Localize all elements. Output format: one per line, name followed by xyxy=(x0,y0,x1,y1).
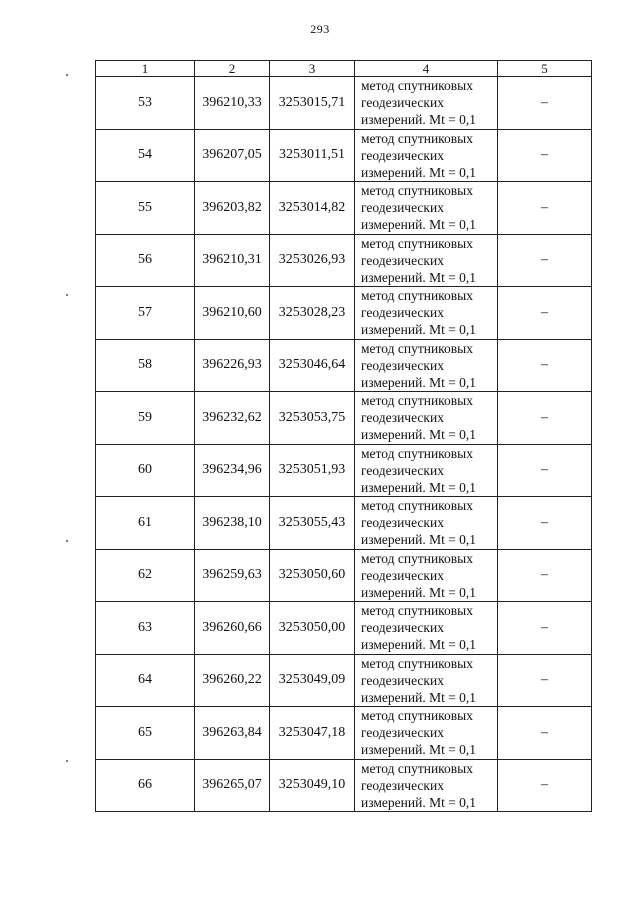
method-cell xyxy=(355,287,498,340)
header-row xyxy=(96,61,592,77)
scan-speck xyxy=(66,540,68,542)
table-row xyxy=(96,287,592,340)
method-cell xyxy=(355,339,498,392)
method-line: измерений. Mt = 0,1 xyxy=(361,584,477,600)
method-line: метод спутниковых xyxy=(361,183,473,199)
y-coordinate-cell: 3253014,82 xyxy=(270,182,355,235)
method-line: измерений. Mt = 0,1 xyxy=(361,427,477,443)
point-number-cell: 55 xyxy=(96,182,195,235)
x-coordinate-cell: 396259,63 xyxy=(195,549,270,602)
scan-speck xyxy=(66,760,68,762)
column-header: 2 xyxy=(195,61,270,77)
method-line: измерений. Mt = 0,1 xyxy=(361,374,477,390)
table-row xyxy=(96,497,592,550)
table-row xyxy=(96,549,592,602)
point-number-cell: 61 xyxy=(96,497,195,550)
method-line: измерений. Mt = 0,1 xyxy=(361,112,477,128)
y-coordinate-cell: 3253047,18 xyxy=(270,707,355,760)
point-number-cell: 58 xyxy=(96,339,195,392)
method-line: измерений. Mt = 0,1 xyxy=(361,532,477,548)
note-cell: – xyxy=(498,602,592,655)
method-line: измерений. Mt = 0,1 xyxy=(361,322,477,338)
method-line: измерений. Mt = 0,1 xyxy=(361,269,477,285)
method-line: метод спутниковых xyxy=(361,708,473,724)
method-cell xyxy=(355,129,498,182)
method-line: метод спутниковых xyxy=(361,78,473,94)
x-coordinate-cell: 396265,07 xyxy=(195,759,270,812)
table-row xyxy=(96,654,592,707)
method-line: метод спутниковых xyxy=(361,603,473,619)
method-line: измерений. Mt = 0,1 xyxy=(361,689,477,705)
y-coordinate-cell: 3253015,71 xyxy=(270,77,355,130)
note-cell: – xyxy=(498,549,592,602)
column-header: 3 xyxy=(270,61,355,77)
point-number-cell: 56 xyxy=(96,234,195,287)
method-line: измерений. Mt = 0,1 xyxy=(361,742,477,758)
note-cell: – xyxy=(498,444,592,497)
note-cell: – xyxy=(498,654,592,707)
table-row xyxy=(96,602,592,655)
table-row xyxy=(96,234,592,287)
y-coordinate-cell: 3253050,00 xyxy=(270,602,355,655)
method-line: метод спутниковых xyxy=(361,445,473,461)
method-line: геодезических xyxy=(361,147,444,163)
x-coordinate-cell: 396260,22 xyxy=(195,654,270,707)
method-line: измерений. Mt = 0,1 xyxy=(361,217,477,233)
note-cell: – xyxy=(498,129,592,182)
method-line: геодезических xyxy=(361,777,444,793)
method-line: метод спутниковых xyxy=(361,655,473,671)
y-coordinate-cell: 3253011,51 xyxy=(270,129,355,182)
method-cell xyxy=(355,759,498,812)
method-cell xyxy=(355,654,498,707)
method-line: геодезических xyxy=(361,305,444,321)
scan-speck xyxy=(66,74,68,76)
point-number-cell: 54 xyxy=(96,129,195,182)
table-row xyxy=(96,392,592,445)
x-coordinate-cell: 396210,31 xyxy=(195,234,270,287)
point-number-cell: 59 xyxy=(96,392,195,445)
method-line: измерений. Mt = 0,1 xyxy=(361,164,477,180)
coordinates-table xyxy=(95,60,592,812)
method-line: метод спутниковых xyxy=(361,498,473,514)
method-line: геодезических xyxy=(361,357,444,373)
x-coordinate-cell: 396238,10 xyxy=(195,497,270,550)
method-line: геодезических xyxy=(361,515,444,531)
table-row xyxy=(96,707,592,760)
table-row xyxy=(96,129,592,182)
method-line: геодезических xyxy=(361,95,444,111)
method-line: метод спутниковых xyxy=(361,550,473,566)
method-line: геодезических xyxy=(361,200,444,216)
x-coordinate-cell: 396234,96 xyxy=(195,444,270,497)
x-coordinate-cell: 396226,93 xyxy=(195,339,270,392)
y-coordinate-cell: 3253053,75 xyxy=(270,392,355,445)
y-coordinate-cell: 3253049,09 xyxy=(270,654,355,707)
table-row xyxy=(96,759,592,812)
note-cell: – xyxy=(498,339,592,392)
table-row xyxy=(96,339,592,392)
note-cell: – xyxy=(498,234,592,287)
note-cell: – xyxy=(498,287,592,340)
point-number-cell: 62 xyxy=(96,549,195,602)
method-line: геодезических xyxy=(361,252,444,268)
method-cell xyxy=(355,444,498,497)
note-cell: – xyxy=(498,497,592,550)
method-line: геодезических xyxy=(361,725,444,741)
point-number-cell: 63 xyxy=(96,602,195,655)
x-coordinate-cell: 396207,05 xyxy=(195,129,270,182)
y-coordinate-cell: 3253026,93 xyxy=(270,234,355,287)
x-coordinate-cell: 396260,66 xyxy=(195,602,270,655)
method-line: геодезических xyxy=(361,462,444,478)
y-coordinate-cell: 3253046,64 xyxy=(270,339,355,392)
point-number-cell: 60 xyxy=(96,444,195,497)
method-line: метод спутниковых xyxy=(361,760,473,776)
y-coordinate-cell: 3253028,23 xyxy=(270,287,355,340)
method-line: геодезических xyxy=(361,567,444,583)
note-cell: – xyxy=(498,392,592,445)
point-number-cell: 66 xyxy=(96,759,195,812)
method-cell xyxy=(355,182,498,235)
x-coordinate-cell: 396210,33 xyxy=(195,77,270,130)
method-line: метод спутниковых xyxy=(361,130,473,146)
method-line: измерений. Mt = 0,1 xyxy=(361,479,477,495)
y-coordinate-cell: 3253050,60 xyxy=(270,549,355,602)
method-cell xyxy=(355,77,498,130)
column-header: 1 xyxy=(96,61,195,77)
method-cell xyxy=(355,497,498,550)
table-row xyxy=(96,182,592,235)
method-line: геодезических xyxy=(361,410,444,426)
y-coordinate-cell: 3253055,43 xyxy=(270,497,355,550)
table-row xyxy=(96,444,592,497)
method-cell xyxy=(355,602,498,655)
table-row xyxy=(96,77,592,130)
method-line: измерений. Mt = 0,1 xyxy=(361,794,477,810)
column-header: 4 xyxy=(355,61,498,77)
x-coordinate-cell: 396203,82 xyxy=(195,182,270,235)
method-line: метод спутниковых xyxy=(361,235,473,251)
note-cell: – xyxy=(498,182,592,235)
method-cell xyxy=(355,707,498,760)
method-line: метод спутниковых xyxy=(361,340,473,356)
method-cell xyxy=(355,549,498,602)
note-cell: – xyxy=(498,707,592,760)
method-cell xyxy=(355,392,498,445)
scan-speck xyxy=(66,294,68,296)
method-line: метод спутниковых xyxy=(361,288,473,304)
y-coordinate-cell: 3253051,93 xyxy=(270,444,355,497)
point-number-cell: 53 xyxy=(96,77,195,130)
note-cell: – xyxy=(498,77,592,130)
page-number: 293 xyxy=(310,22,330,36)
y-coordinate-cell: 3253049,10 xyxy=(270,759,355,812)
x-coordinate-cell: 396210,60 xyxy=(195,287,270,340)
note-cell: – xyxy=(498,759,592,812)
point-number-cell: 64 xyxy=(96,654,195,707)
point-number-cell: 57 xyxy=(96,287,195,340)
method-line: измерений. Mt = 0,1 xyxy=(361,637,477,653)
method-line: геодезических xyxy=(361,620,444,636)
x-coordinate-cell: 396232,62 xyxy=(195,392,270,445)
method-cell xyxy=(355,234,498,287)
x-coordinate-cell: 396263,84 xyxy=(195,707,270,760)
column-header: 5 xyxy=(498,61,592,77)
method-line: метод спутниковых xyxy=(361,393,473,409)
point-number-cell: 65 xyxy=(96,707,195,760)
method-line: геодезических xyxy=(361,672,444,688)
